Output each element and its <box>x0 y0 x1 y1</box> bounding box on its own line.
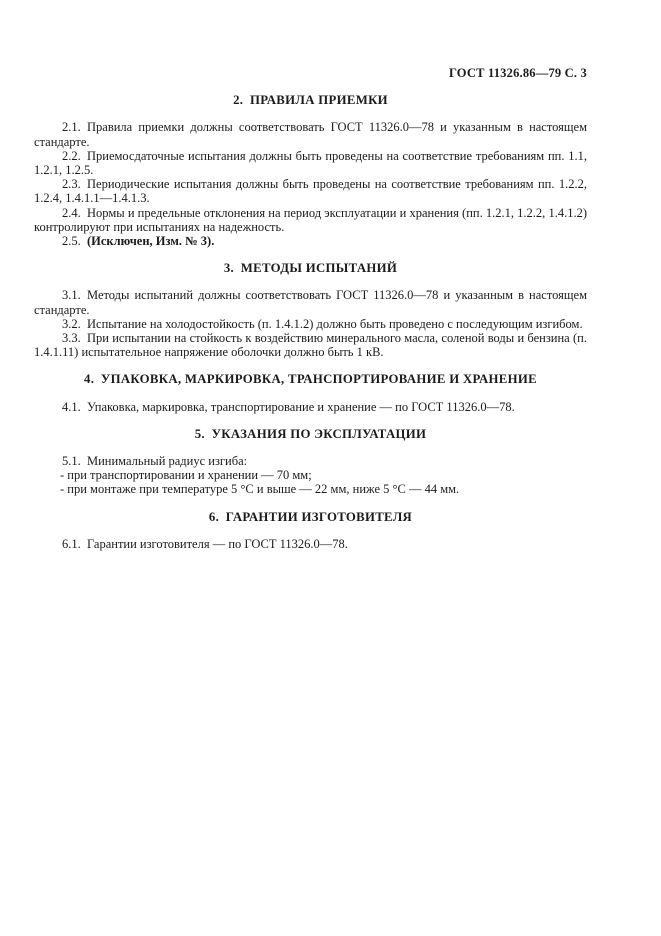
section-heading-test-methods: 3. МЕТОДЫ ИСПЫТАНИЙ <box>223 261 398 276</box>
paragraph-2-3: 2.3. Периодические испытания должны быть проведены на соответствие требованиям пп. 1.2.2, 1.2.4, 1.4.1.1—1.4.1.3. <box>34 177 587 206</box>
paragraph-2-1: 2.1. Правила приемки должны соответствовать ГОСТ 11326.0—78 и указанным в настоящем стандарте. <box>34 120 587 149</box>
paragraph-5-1: 5.1. Минимальный радиус изгиба: <box>62 454 248 469</box>
paragraph-3-3: 3.3. При испытании на стойкость к воздействию минерального масла, соленой воды и бензина (п. 1.4.1.11) испытательное напряжение оболочки должно быть 1 кВ. <box>34 331 587 360</box>
paragraph-4-1: 4.1. Упаковка, маркировка, транспортирование и хранение — по ГОСТ 11326.0—78. <box>62 399 515 414</box>
section-heading-operating-instructions: 5. УКАЗАНИЯ ПО ЭКСПЛУАТАЦИИ <box>194 426 427 441</box>
paragraph-2-5-number: 2.5. <box>62 234 87 249</box>
paragraph-3-2: 3.2. Испытание на холодостойкость (п. 1.4.1.2) должно быть проведено с последующим изгибом. <box>62 316 583 331</box>
paragraph-2-4: 2.4. Нормы и предельные отклонения на период эксплуатации и хранения (пп. 1.2.1, 1.2.2, 1.4.1.2) контролируют при испытаниях на надежность. <box>34 205 587 234</box>
paragraph-3-1: 3.1. Методы испытаний должны соответствовать ГОСТ 11326.0—78 и указанным в настоящем стандарте. <box>34 288 587 317</box>
list-item-installation-radius: - при монтаже при температуре 5 °С и выше — 22 мм, ниже 5 °С — 44 мм. <box>60 482 460 497</box>
paragraph-2-5-excluded-note: (Исключен, Изм. № 3). <box>87 234 215 249</box>
paragraph-6-1: 6.1. Гарантии изготовителя — по ГОСТ 11326.0—78. <box>62 536 348 551</box>
section-heading-packaging-marking-transport-storage: 4. УПАКОВКА, МАРКИРОВКА, ТРАНСПОРТИРОВАНИЕ И ХРАНЕНИЕ <box>84 372 537 387</box>
paragraph-2-2: 2.2. Приемосдаточные испытания должны быть проведены на соответствие требованиям пп. 1.1, 1.2.1, 1.2.5. <box>34 148 587 178</box>
section-heading-rules-of-acceptance: 2. ПРАВИЛА ПРИЕМКИ <box>233 93 388 108</box>
paragraph-2-5 <box>34 234 587 248</box>
page-header: ГОСТ 11326.86—79 С. 3 <box>448 66 587 80</box>
list-item-transport-storage-radius: - при транспортировании и хранении — 70 мм; <box>60 468 312 483</box>
section-heading-manufacturer-warranty: 6. ГАРАНТИИ ИЗГОТОВИТЕЛЯ <box>208 509 413 524</box>
